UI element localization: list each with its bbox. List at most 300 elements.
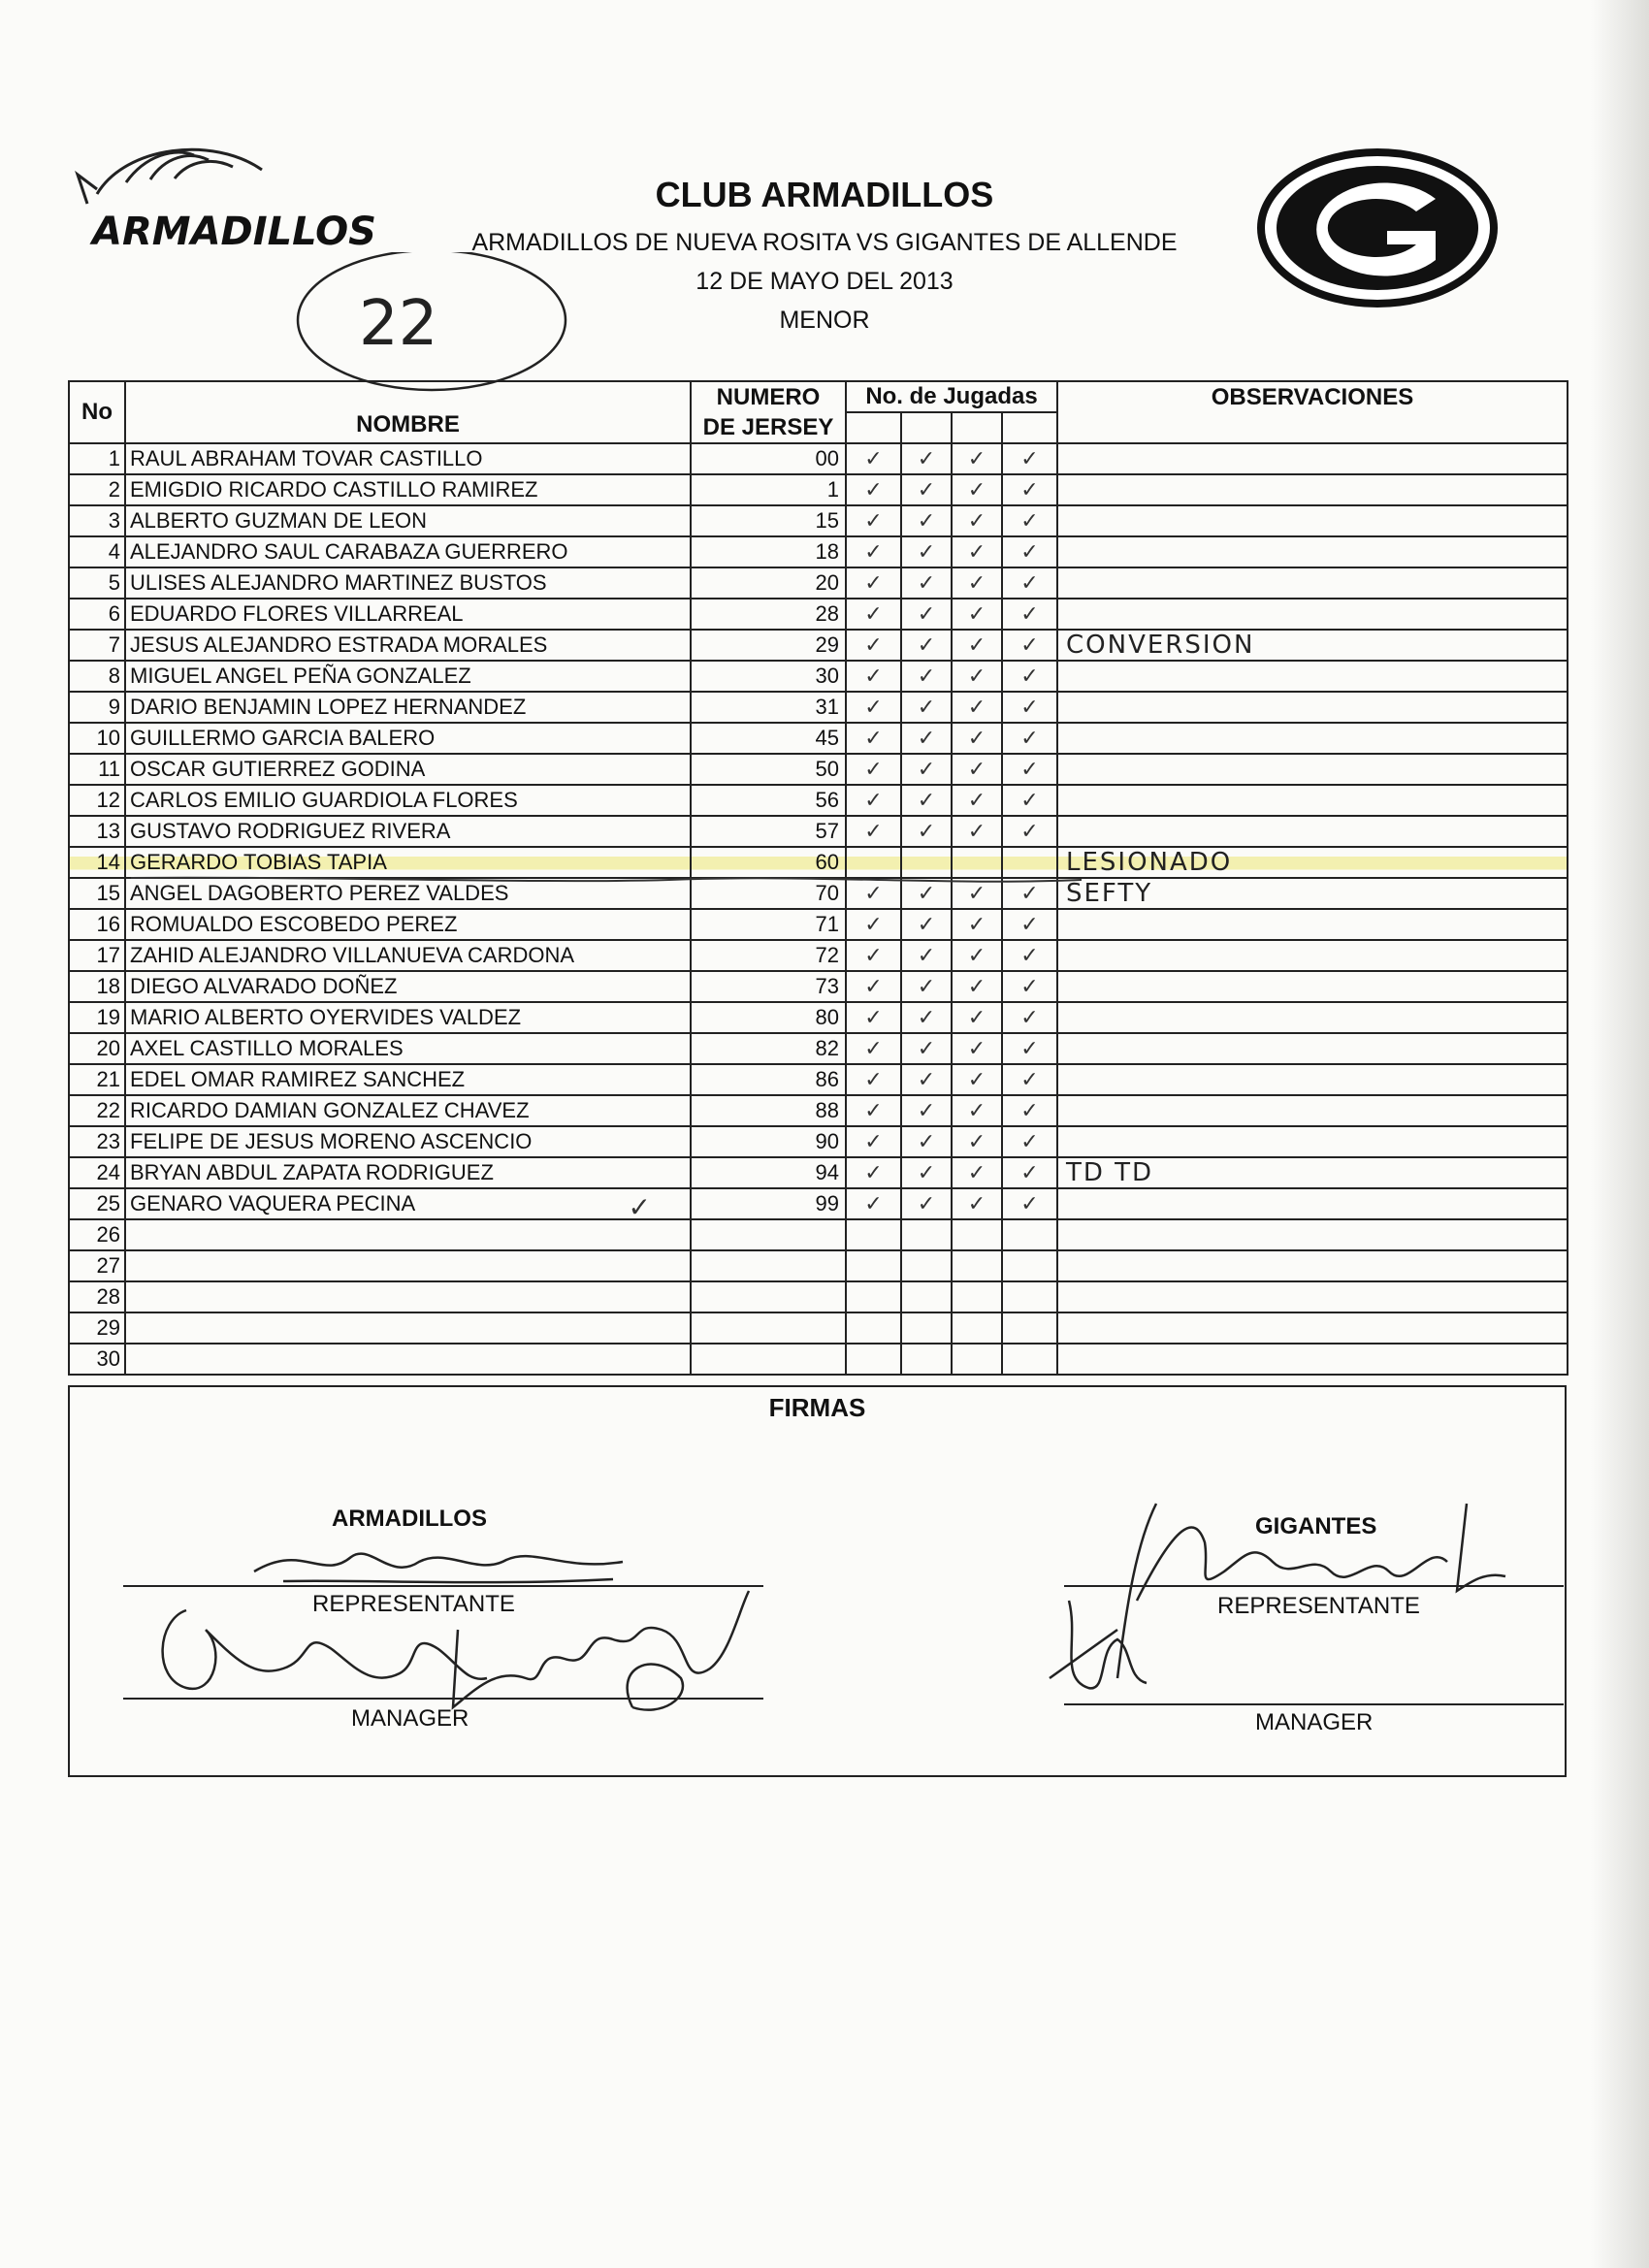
player-name-cell (125, 1157, 691, 1188)
observation-cell (1057, 847, 1568, 878)
play-cell (846, 1095, 901, 1126)
checkmark-icon: ✓ (628, 1191, 651, 1219)
checkmark-icon: ✓ (967, 540, 986, 565)
player-name-cell (125, 909, 691, 940)
matchup-line: ARMADILLOS DE NUEVA ROSITA VS GIGANTES DE ALLENDE (471, 229, 1178, 256)
checkmark-icon: ✓ (1020, 820, 1039, 844)
checkmark-icon: ✓ (864, 633, 883, 658)
play-cell (901, 940, 952, 971)
row-number: 28 (69, 1281, 125, 1312)
play-cell (1002, 1344, 1057, 1375)
jersey-number: 88 (691, 1095, 846, 1126)
play-cell (1002, 567, 1057, 599)
row-number: 7 (69, 630, 125, 661)
jersey-number: 71 (691, 909, 846, 940)
player-name: GENARO VAQUERA PECINA (130, 1191, 416, 1215)
play-cell (901, 661, 952, 692)
play-cell (846, 536, 901, 567)
observation-cell (1057, 878, 1568, 909)
checkmark-icon: ✓ (967, 1006, 986, 1030)
checkmark-icon: ✓ (864, 1006, 883, 1030)
roster-row (69, 1219, 1568, 1250)
play-cell (901, 692, 952, 723)
player-name-cell (125, 567, 691, 599)
checkmark-icon: ✓ (967, 1192, 986, 1216)
checkmark-icon: ✓ (917, 882, 936, 906)
observation-cell (1057, 599, 1568, 630)
checkmark-icon: ✓ (967, 944, 986, 968)
checkmark-icon: ✓ (917, 696, 936, 720)
jersey-number: 90 (691, 1126, 846, 1157)
roster-row (69, 785, 1568, 816)
checkmark-icon: ✓ (1020, 789, 1039, 813)
player-name: CARLOS EMILIO GUARDIOLA FLORES (130, 788, 518, 812)
play-cell (901, 816, 952, 847)
header-jersey-2: DE JERSEY (691, 412, 846, 443)
observation-cell (1057, 1312, 1568, 1344)
checkmark-icon: ✓ (917, 664, 936, 689)
observation-cell (1057, 1126, 1568, 1157)
checkmark-icon: ✓ (864, 944, 883, 968)
play-cell (846, 971, 901, 1002)
checkmark-icon: ✓ (967, 447, 986, 471)
player-name: FELIPE DE JESUS MORENO ASCENCIO (130, 1129, 533, 1153)
checkmark-icon: ✓ (917, 540, 936, 565)
player-name-cell (125, 599, 691, 630)
play-cell (901, 909, 952, 940)
play-cell (1002, 1157, 1057, 1188)
play-cell (846, 1312, 901, 1344)
checkmark-icon: ✓ (967, 1068, 986, 1092)
play-cell (952, 909, 1002, 940)
signatures-title: FIRMAS (768, 1393, 866, 1422)
checkmark-icon: ✓ (917, 1006, 936, 1030)
checkmark-icon: ✓ (917, 727, 936, 751)
play-cell (846, 1219, 901, 1250)
checkmark-icon: ✓ (1020, 1099, 1039, 1123)
player-name: GUILLERMO GARCIA BALERO (130, 726, 436, 750)
row-number: 14 (69, 847, 125, 878)
row-number: 9 (69, 692, 125, 723)
jersey-number: 00 (691, 443, 846, 474)
player-name-cell (125, 630, 691, 661)
observation-cell (1057, 1033, 1568, 1064)
play-cell (901, 1250, 952, 1281)
play-cell (1002, 1312, 1057, 1344)
observation-cell (1057, 1064, 1568, 1095)
play-cell (1002, 443, 1057, 474)
play-cell (952, 474, 1002, 505)
play-cell (901, 754, 952, 785)
player-name: JESUS ALEJANDRO ESTRADA MORALES (130, 632, 548, 657)
observation-cell (1057, 443, 1568, 474)
player-name-cell (125, 1188, 691, 1219)
observation-cell (1057, 909, 1568, 940)
player-name-cell (125, 754, 691, 785)
play-cell (1002, 816, 1057, 847)
checkmark-icon: ✓ (967, 820, 986, 844)
header-play-col (901, 412, 952, 443)
row-number: 21 (69, 1064, 125, 1095)
date-line: 12 DE MAYO DEL 2013 (695, 268, 954, 295)
gigantes-g-logo (1251, 146, 1504, 310)
checkmark-icon: ✓ (864, 820, 883, 844)
roster-row (69, 816, 1568, 847)
checkmark-icon: ✓ (864, 1161, 883, 1185)
checkmark-icon: ✓ (864, 1130, 883, 1154)
player-name-cell (125, 1281, 691, 1312)
checkmark-icon: ✓ (1020, 478, 1039, 502)
checkmark-icon: ✓ (917, 758, 936, 782)
checkmark-icon: ✓ (967, 664, 986, 689)
roster-row (69, 909, 1568, 940)
gigantes-representante-label: REPRESENTANTE (1217, 1593, 1420, 1619)
signatures-section (68, 1385, 1567, 1777)
jersey-number: 70 (691, 878, 846, 909)
play-cell (1002, 754, 1057, 785)
checkmark-icon: ✓ (967, 602, 986, 627)
checkmark-icon: ✓ (917, 1192, 936, 1216)
checkmark-icon: ✓ (864, 1099, 883, 1123)
checkmark-icon: ✓ (917, 820, 936, 844)
play-cell (952, 443, 1002, 474)
header-jersey-1: NUMERO (691, 381, 846, 412)
row-number: 23 (69, 1126, 125, 1157)
play-cell (1002, 1281, 1057, 1312)
checkmark-icon: ✓ (1020, 1161, 1039, 1185)
roster-row (69, 971, 1568, 1002)
player-name: EDUARDO FLORES VILLARREAL (130, 601, 464, 626)
play-cell (1002, 1095, 1057, 1126)
checkmark-icon: ✓ (967, 509, 986, 534)
play-cell (846, 1126, 901, 1157)
roster-row (69, 723, 1568, 754)
observation-cell (1057, 754, 1568, 785)
player-name: ANGEL DAGOBERTO PEREZ VALDES (130, 881, 509, 905)
player-name: ALEJANDRO SAUL CARABAZA GUERRERO (130, 539, 568, 564)
player-name: RICARDO DAMIAN GONZALEZ CHAVEZ (130, 1098, 530, 1122)
handwritten-22: 22 (359, 288, 438, 360)
checkmark-icon: ✓ (864, 478, 883, 502)
checkmark-icon: ✓ (967, 571, 986, 596)
checkmark-icon: ✓ (917, 975, 936, 999)
roster-row (69, 1064, 1568, 1095)
play-cell (952, 1312, 1002, 1344)
play-cell (952, 1126, 1002, 1157)
observation-cell (1057, 1344, 1568, 1375)
checkmark-icon: ✓ (1020, 633, 1039, 658)
roster-body (69, 443, 1568, 1375)
header-obs-blank (1057, 412, 1568, 443)
row-number: 5 (69, 567, 125, 599)
observation-cell (1057, 1219, 1568, 1250)
checkmark-icon: ✓ (1020, 1006, 1039, 1030)
play-cell (952, 1033, 1002, 1064)
row-number: 4 (69, 536, 125, 567)
play-cell (1002, 474, 1057, 505)
checkmark-icon: ✓ (917, 1099, 936, 1123)
checkmark-icon: ✓ (864, 664, 883, 689)
jersey-number: 73 (691, 971, 846, 1002)
player-name: DARIO BENJAMIN LOPEZ HERNANDEZ (130, 695, 527, 719)
row-number: 25 (69, 1188, 125, 1219)
checkmark-icon: ✓ (864, 540, 883, 565)
play-cell (846, 505, 901, 536)
jersey-number (691, 1344, 846, 1375)
checkmark-icon: ✓ (917, 1068, 936, 1092)
checkmark-icon: ✓ (864, 509, 883, 534)
play-cell (1002, 1002, 1057, 1033)
checkmark-icon: ✓ (1020, 540, 1039, 565)
roster-row (69, 505, 1568, 536)
player-name-cell (125, 474, 691, 505)
checkmark-icon: ✓ (917, 789, 936, 813)
player-name: ALBERTO GUZMAN DE LEON (130, 508, 428, 533)
play-cell (952, 1344, 1002, 1375)
player-name-cell (125, 1126, 691, 1157)
roster-row (69, 1157, 1568, 1188)
checkmark-icon: ✓ (967, 478, 986, 502)
play-cell (901, 1281, 952, 1312)
player-name-cell (125, 940, 691, 971)
jersey-number: 72 (691, 940, 846, 971)
observation-cell (1057, 567, 1568, 599)
play-cell (1002, 1250, 1057, 1281)
jersey-number: 28 (691, 599, 846, 630)
checkmark-icon: ✓ (1020, 758, 1039, 782)
jersey-number: 15 (691, 505, 846, 536)
play-cell (952, 505, 1002, 536)
play-cell (901, 1126, 952, 1157)
observation-text: LESIONADO (1066, 848, 1233, 877)
play-cell (952, 754, 1002, 785)
observation-cell (1057, 692, 1568, 723)
play-cell (901, 1344, 952, 1375)
player-name: DIEGO ALVARADO DOÑEZ (130, 974, 398, 998)
checkmark-icon: ✓ (917, 633, 936, 658)
row-number: 2 (69, 474, 125, 505)
checkmark-icon: ✓ (864, 882, 883, 906)
play-cell (846, 816, 901, 847)
play-cell (846, 692, 901, 723)
checkmark-icon: ✓ (1020, 1192, 1039, 1216)
player-name-cell (125, 536, 691, 567)
play-cell (1002, 599, 1057, 630)
jersey-number: 57 (691, 816, 846, 847)
checkmark-icon: ✓ (1020, 447, 1039, 471)
row-number: 30 (69, 1344, 125, 1375)
play-cell (952, 536, 1002, 567)
player-name-cell (125, 505, 691, 536)
jersey-number (691, 1281, 846, 1312)
player-name: ROMUALDO ESCOBEDO PEREZ (130, 912, 458, 936)
play-cell (901, 474, 952, 505)
observation-cell (1057, 816, 1568, 847)
play-cell (952, 1002, 1002, 1033)
category-line: MENOR (779, 307, 870, 334)
checkmark-icon: ✓ (917, 509, 936, 534)
play-cell (952, 1281, 1002, 1312)
row-number: 6 (69, 599, 125, 630)
row-number: 19 (69, 1002, 125, 1033)
checkmark-icon: ✓ (917, 1161, 936, 1185)
row-number: 10 (69, 723, 125, 754)
observation-cell (1057, 1002, 1568, 1033)
player-name-cell (125, 443, 691, 474)
play-cell (901, 1002, 952, 1033)
page-edge-shadow (1591, 0, 1649, 2268)
jersey-number: 31 (691, 692, 846, 723)
observation-text: SEFTY (1066, 879, 1153, 908)
play-cell (901, 1219, 952, 1250)
observation-cell (1057, 723, 1568, 754)
armadillos-manager-signature-2 (438, 1571, 759, 1746)
roster-row (69, 443, 1568, 474)
checkmark-icon: ✓ (864, 447, 883, 471)
armadillos-manager-label: MANAGER (351, 1705, 469, 1732)
play-cell (846, 567, 901, 599)
player-name-cell (125, 1064, 691, 1095)
play-cell (846, 1064, 901, 1095)
play-cell (952, 692, 1002, 723)
checkmark-icon: ✓ (864, 1037, 883, 1061)
play-cell (901, 536, 952, 567)
play-cell (952, 785, 1002, 816)
play-cell (952, 816, 1002, 847)
play-cell (846, 474, 901, 505)
checkmark-icon: ✓ (864, 571, 883, 596)
observation-cell (1057, 1250, 1568, 1281)
observation-cell (1057, 661, 1568, 692)
checkmark-icon: ✓ (917, 602, 936, 627)
play-cell (952, 1250, 1002, 1281)
checkmark-icon: ✓ (864, 913, 883, 937)
roster-row (69, 474, 1568, 505)
checkmark-icon: ✓ (864, 1192, 883, 1216)
jersey-number: 30 (691, 661, 846, 692)
play-cell (846, 443, 901, 474)
roster-row (69, 754, 1568, 785)
play-cell (901, 443, 952, 474)
play-cell (1002, 1033, 1057, 1064)
checkmark-icon: ✓ (967, 789, 986, 813)
checkmark-icon: ✓ (1020, 1037, 1039, 1061)
jersey-number (691, 1250, 846, 1281)
observation-cell (1057, 474, 1568, 505)
player-name-cell (125, 1219, 691, 1250)
play-cell (952, 940, 1002, 971)
player-name-cell (125, 692, 691, 723)
jersey-number: 1 (691, 474, 846, 505)
checkmark-icon: ✓ (864, 758, 883, 782)
roster-row (69, 1281, 1568, 1312)
checkmark-icon: ✓ (1020, 602, 1039, 627)
play-cell (846, 754, 901, 785)
play-cell (952, 630, 1002, 661)
jersey-number: 29 (691, 630, 846, 661)
jersey-number: 60 (691, 847, 846, 878)
play-cell (901, 723, 952, 754)
play-cell (846, 1344, 901, 1375)
checkmark-icon: ✓ (864, 975, 883, 999)
row-number: 3 (69, 505, 125, 536)
row-number: 11 (69, 754, 125, 785)
play-cell (901, 785, 952, 816)
play-cell (846, 723, 901, 754)
strike-through-row-14 (126, 866, 1086, 895)
row-number: 1 (69, 443, 125, 474)
play-cell (952, 1064, 1002, 1095)
roster-row (69, 1095, 1568, 1126)
observation-cell (1057, 785, 1568, 816)
play-cell (846, 1250, 901, 1281)
checkmark-icon: ✓ (917, 944, 936, 968)
player-name: ULISES ALEJANDRO MARTINEZ BUSTOS (130, 570, 547, 595)
checkmark-icon: ✓ (917, 478, 936, 502)
checkmark-icon: ✓ (917, 913, 936, 937)
armadillos-representante-label: REPRESENTANTE (312, 1591, 515, 1617)
jersey-number: 45 (691, 723, 846, 754)
club-title: CLUB ARMADILLOS (655, 175, 994, 214)
roster-row (69, 1312, 1568, 1344)
row-number: 13 (69, 816, 125, 847)
jersey-number (691, 1312, 846, 1344)
play-cell (901, 567, 952, 599)
play-cell (901, 1157, 952, 1188)
checkmark-icon: ✓ (864, 727, 883, 751)
observation-cell (1057, 1095, 1568, 1126)
play-cell (1002, 692, 1057, 723)
checkmark-icon: ✓ (917, 1037, 936, 1061)
row-number: 20 (69, 1033, 125, 1064)
observation-cell (1057, 971, 1568, 1002)
player-name-cell (125, 785, 691, 816)
player-name-cell (125, 1344, 691, 1375)
row-number: 8 (69, 661, 125, 692)
logo-wordmark: ARMADILLOS (92, 210, 376, 252)
play-cell (901, 1033, 952, 1064)
play-cell (1002, 630, 1057, 661)
play-cell (901, 630, 952, 661)
roster-row (69, 1126, 1568, 1157)
player-name-cell (125, 1033, 691, 1064)
jersey-number: 50 (691, 754, 846, 785)
player-name: RAUL ABRAHAM TOVAR CASTILLO (130, 446, 483, 470)
play-cell (952, 661, 1002, 692)
observation-cell (1057, 630, 1568, 661)
circled-number (291, 252, 572, 398)
gigantes-manager-label: MANAGER (1255, 1709, 1374, 1735)
checkmark-icon: ✓ (1020, 975, 1039, 999)
play-cell (1002, 723, 1057, 754)
play-cell (846, 630, 901, 661)
checkmark-icon: ✓ (864, 789, 883, 813)
player-name: MIGUEL ANGEL PEÑA GONZALEZ (130, 664, 471, 688)
play-cell (901, 971, 952, 1002)
player-name: ZAHID ALEJANDRO VILLANUEVA CARDONA (130, 943, 575, 967)
checkmark-icon: ✓ (917, 447, 936, 471)
play-cell (901, 1064, 952, 1095)
play-cell (846, 1002, 901, 1033)
player-name-cell (125, 1312, 691, 1344)
play-cell (1002, 1064, 1057, 1095)
play-cell (846, 1157, 901, 1188)
roster-row (69, 536, 1568, 567)
play-cell (952, 1157, 1002, 1188)
checkmark-icon: ✓ (967, 727, 986, 751)
play-cell (846, 1033, 901, 1064)
play-cell (1002, 1219, 1057, 1250)
